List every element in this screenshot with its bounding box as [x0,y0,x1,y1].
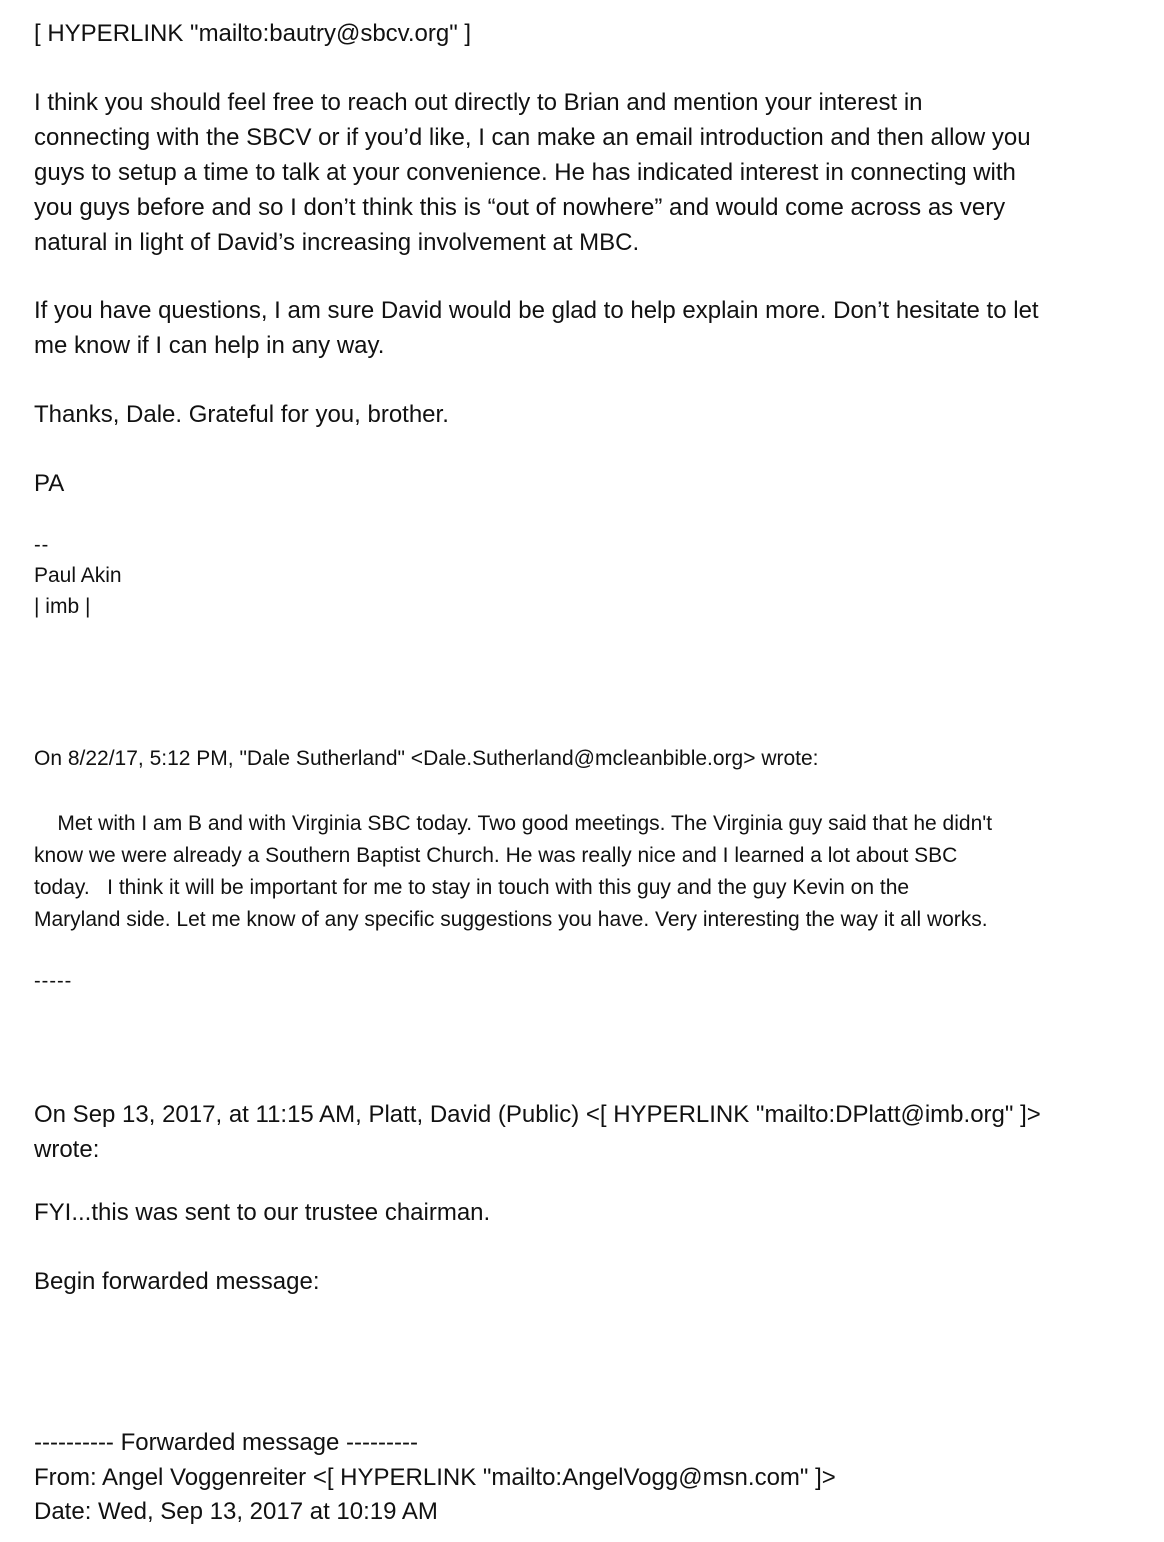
reply-paragraph-2: If you have questions, I am sure David would be glad to help explain more. Don’t hesitate to let me know if I can help in any way. [34,297,1039,359]
quoted-body: Met with I am B and with Virginia SBC today. Two good meetings. The Virginia guy said that he didn't know we were already a Southern Baptist Church. He was really nice and I learned a lot about SBC today. I think it will be important for me to stay in touch with this guy and the guy Kevin on the Maryland side. Let me know of any specific suggestions you have. Very interesting the way it all works. [34,812,993,931]
quoted-separator: ----- [34,970,73,992]
forwarded-banner: ---------- Forwarded message --------- [34,1429,418,1456]
reply-paragraph-1: I think you should feel free to reach out directly to Brian and mention your interest in connecting with the SBCV or if you’d like, I can make an email introduction and then allow you guys to setup a time to talk at your convenience. He has indicated interest in connecting with you guys before and so I don’t think this is “out of nowhere” and would come across as very natural in light of David’s increasing involvement at MBC. [34,89,1031,256]
reply-paragraph-3: Thanks, Dale. Grateful for you, brother. [34,401,449,428]
hyperlink-line: [ HYPERLINK "mailto:bautry@sbcv.org" ] [34,20,472,47]
platt-header: On Sep 13, 2017, at 11:15 AM, Platt, David (Public) <[ HYPERLINK "mailto:DPlatt@imb.org" ]> wrote: [34,1101,1041,1163]
quoted-header: On 8/22/17, 5:12 PM, "Dale Sutherland" <Dale.Sutherland@mcleanbible.org> wrote: [34,747,819,770]
signature-name: Paul Akin [34,564,122,587]
forwarded-from: From: Angel Voggenreiter <[ HYPERLINK "mailto:AngelVogg@msn.com" ]> [34,1464,836,1491]
signature-separator: -- [34,534,50,556]
platt-body: FYI...this was sent to our trustee chairman. [34,1199,491,1226]
begin-forwarded-message: Begin forwarded message: [34,1268,320,1295]
forwarded-date: Date: Wed, Sep 13, 2017 at 10:19 AM [34,1498,438,1525]
reply-initials: PA [34,470,65,497]
signature-org: | imb | [34,595,91,618]
